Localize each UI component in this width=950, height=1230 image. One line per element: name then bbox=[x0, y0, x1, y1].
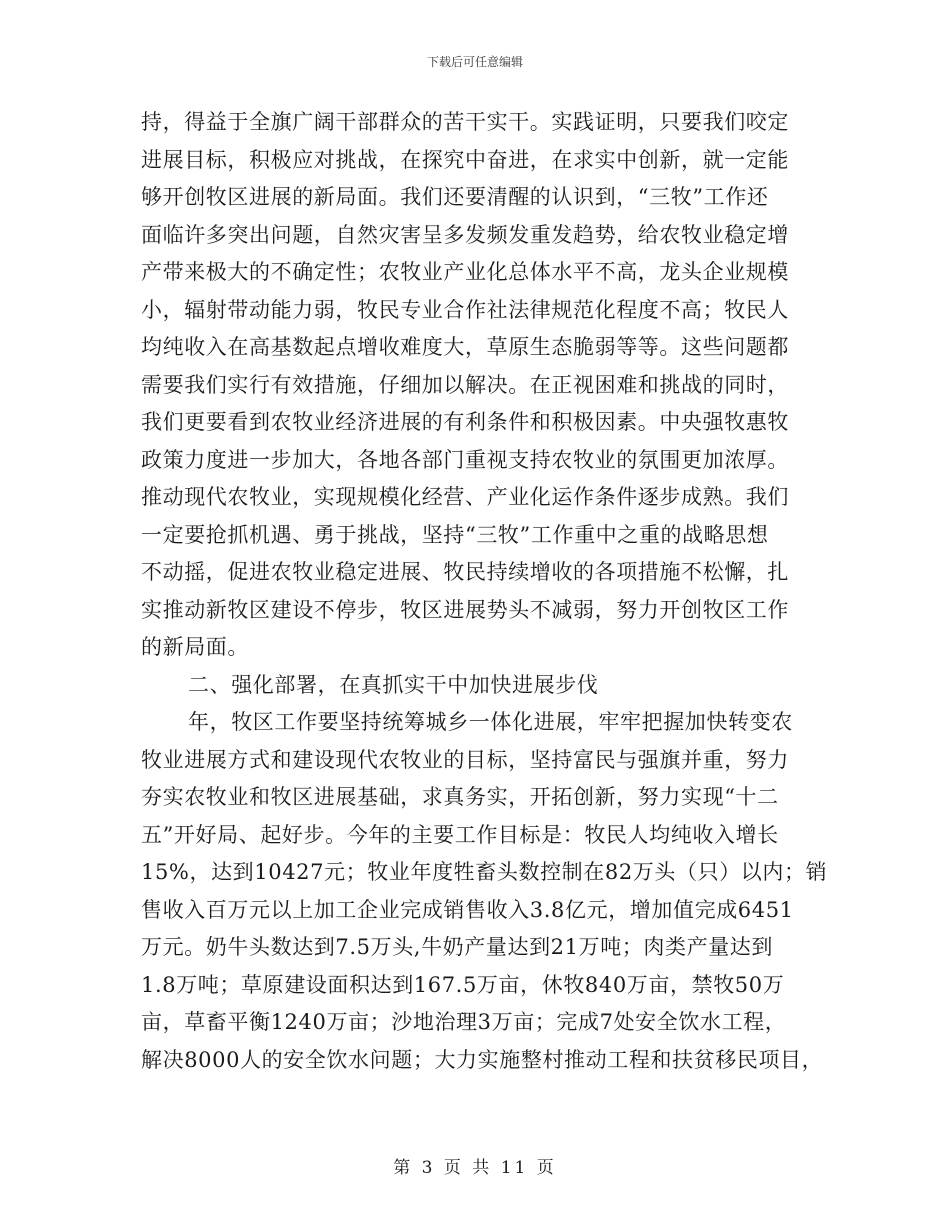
body-line: 进展目标，积极应对挑战，在探究中奋进，在求实中创新，就一定能 bbox=[141, 147, 789, 172]
body-line: 亩，草畜平衡1240万亩；沙地治理3万亩；完成7处安全饮水工程， bbox=[141, 1010, 787, 1034]
body-line: 15%，达到10427元；牧业年度牲畜头数控制在82万头（只）以内；销 bbox=[141, 860, 828, 884]
body-line: 政策力度进一步加大，各地各部门重视支持农牧业的氛围更加浓厚。 bbox=[141, 447, 789, 472]
body-line: 产带来极大的不确定性；农牧业产业化总体水平不高，龙头企业规模 bbox=[141, 260, 789, 284]
body-line: 牧业进展方式和建设现代农牧业的目标，坚持富民与强旗并重，努力 bbox=[141, 747, 789, 772]
body-line: 的新局面。 bbox=[141, 635, 249, 659]
body-line: 五”开好局、起好步。今年的主要工作目标是：牧民人均纯收入增长 bbox=[141, 822, 779, 847]
body-line: 我们更要看到农牧业经济进展的有利条件和积极因素。中央强牧惠牧 bbox=[141, 410, 789, 434]
body-line: 一定要抢抓机遇、勇于挑战，坚持“三牧”工作重中之重的战略思想 bbox=[141, 522, 769, 547]
body-line: 不动摇，促进农牧业稳定进展、牧民持续增收的各项措施不松懈，扎 bbox=[141, 560, 789, 584]
document-body bbox=[141, 104, 828, 1079]
body-line: 持，得益于全旗广阔干部群众的苦干实干。实践证明，只要我们咬定 bbox=[141, 110, 789, 134]
body-line: 万元。奶牛头数达到7.5万头,牛奶产量达到21万吨；肉类产量达到 bbox=[141, 935, 773, 959]
body-line: 够开创牧区进展的新局面。我们还要清醒的认识到，“三牧”工作还 bbox=[141, 185, 769, 209]
body-line: 夯实农牧业和牧区进展基础，求真务实，开拓创新，努力实现“十二 bbox=[141, 785, 779, 809]
body-line: 实推动新牧区建设不停步，牧区进展势头不减弱，努力开创牧区工作 bbox=[141, 597, 789, 622]
body-line: 推动现代农牧业，实现规模化经营、产业化运作条件逐步成熟。我们 bbox=[141, 485, 789, 509]
body-line: 售收入百万元以上加工企业完成销售收入3.8亿元，增加值完成6451 bbox=[141, 897, 794, 922]
page-number: 第 3 页 共 11 页 bbox=[393, 1158, 557, 1178]
body-line: 解决8000人的安全饮水问题；大力实施整村推动工程和扶贫移民项目， bbox=[141, 1047, 824, 1072]
body-line: 年，牧区工作要坚持统筹城乡一体化进展，牢牢把握加快转变农 bbox=[188, 710, 793, 734]
body-line: 均纯收入在高基数起点增收难度大，草原生态脆弱等等。这些问题都 bbox=[141, 335, 789, 359]
page-header-note: 下载后可任意编辑 bbox=[426, 55, 523, 69]
body-line: 面临许多突出问题，自然灾害呈多发频发重发趋势，给农牧业稳定增 bbox=[141, 222, 789, 247]
section-heading: 二、强化部署，在真抓实干中加快进展步伐 bbox=[188, 672, 599, 697]
body-line: 1.8万吨；草原建设面积达到167.5万亩，休牧840万亩，禁牧50万 bbox=[141, 972, 785, 997]
body-line: 需要我们实行有效措施，仔细加以解决。在正视困难和挑战的同时， bbox=[141, 372, 789, 397]
body-line: 小，辐射带动能力弱，牧民专业合作社法律规范化程度不高；牧民人 bbox=[141, 297, 789, 322]
